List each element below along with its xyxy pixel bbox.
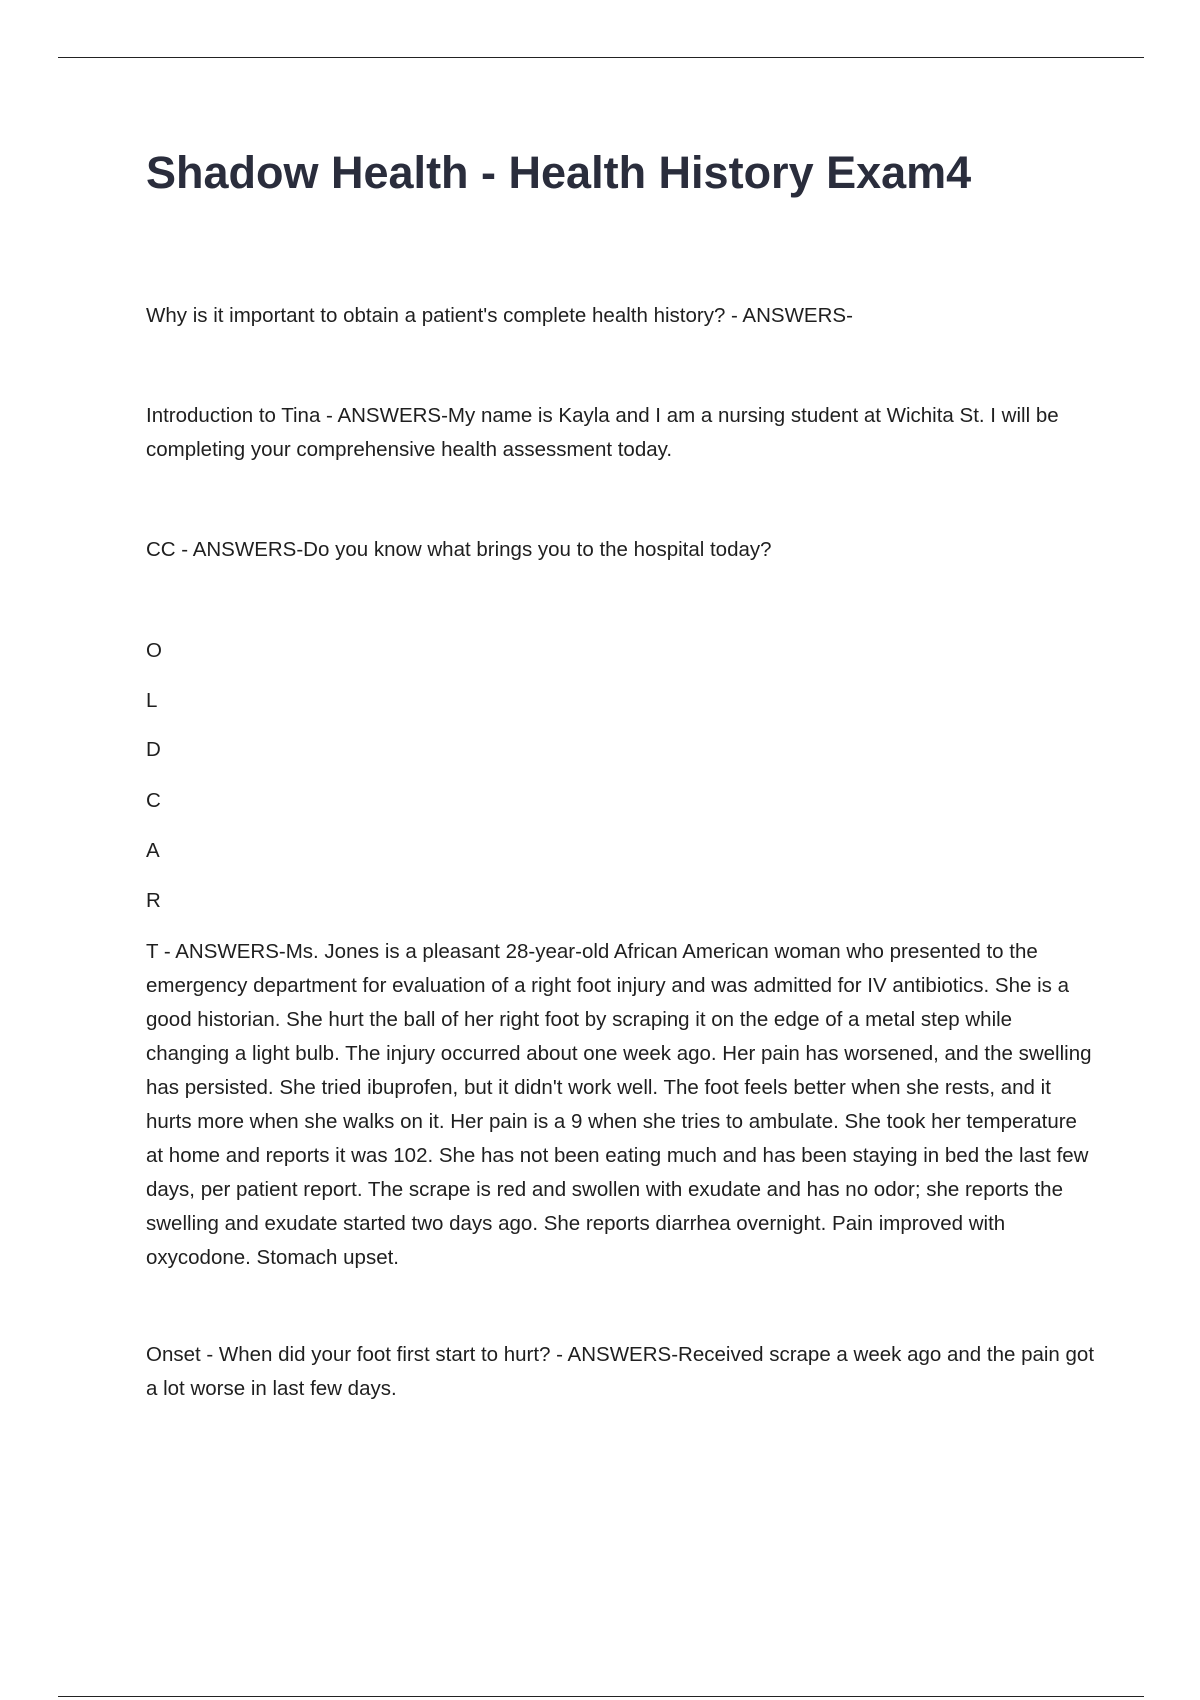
- onset-question: Onset - When did your foot first start to hurt? - ANSWERS-Received scrape a week ago and the pain got a lot worse in last few days.: [146, 1343, 1095, 1400]
- document-title: Shadow Health - Health History Exam4: [146, 147, 972, 198]
- acronym-letter-c: C: [146, 789, 161, 812]
- acronym-letter-r: R: [146, 889, 161, 912]
- question-chief-complaint: CC - ANSWERS-Do you know what brings you to the hospital today?: [146, 538, 772, 561]
- bottom-divider: [58, 1696, 1144, 1697]
- t-answer-paragraph: T - ANSWERS-Ms. Jones is a pleasant 28-year-old African American woman who presented to the emergency department for evaluation of a right foot injury and was admitted for IV antibiotics. She is a good historian. She hurt the ball of her right foot by scraping it on the edge of a metal step while changing a light bulb. The injury occurred about one week ago. Her pain has worsened, and the swelling has persisted. She tried ibuprofen, but it didn't work well. The foot feels better when she rests, and it hurts more when she walks on it. Her pain is a 9 when she tries to ambulate. She took her temperature at home and reports it was 102. She has not been eating much and has been staying in bed the last few days, per patient report. The scrape is red and swollen with exudate and has no odor; she reports the swelling and exudate started two days ago. She reports diarrhea overnight. Pain improved with oxycodone. Stomach upset.: [146, 940, 1092, 1269]
- top-divider: [58, 57, 1144, 58]
- question-introduction: Introduction to Tina - ANSWERS-My name is Kayla and I am a nursing student at Wichita St. I will be completing your comprehensive health assessment today.: [146, 404, 1059, 461]
- question-importance: Why is it important to obtain a patient's complete health history? - ANSWERS-: [146, 304, 853, 327]
- acronym-letter-l: L: [146, 689, 158, 712]
- acronym-letter-a: A: [146, 839, 160, 862]
- acronym-letter-d: D: [146, 738, 161, 761]
- acronym-letter-o: O: [146, 639, 162, 662]
